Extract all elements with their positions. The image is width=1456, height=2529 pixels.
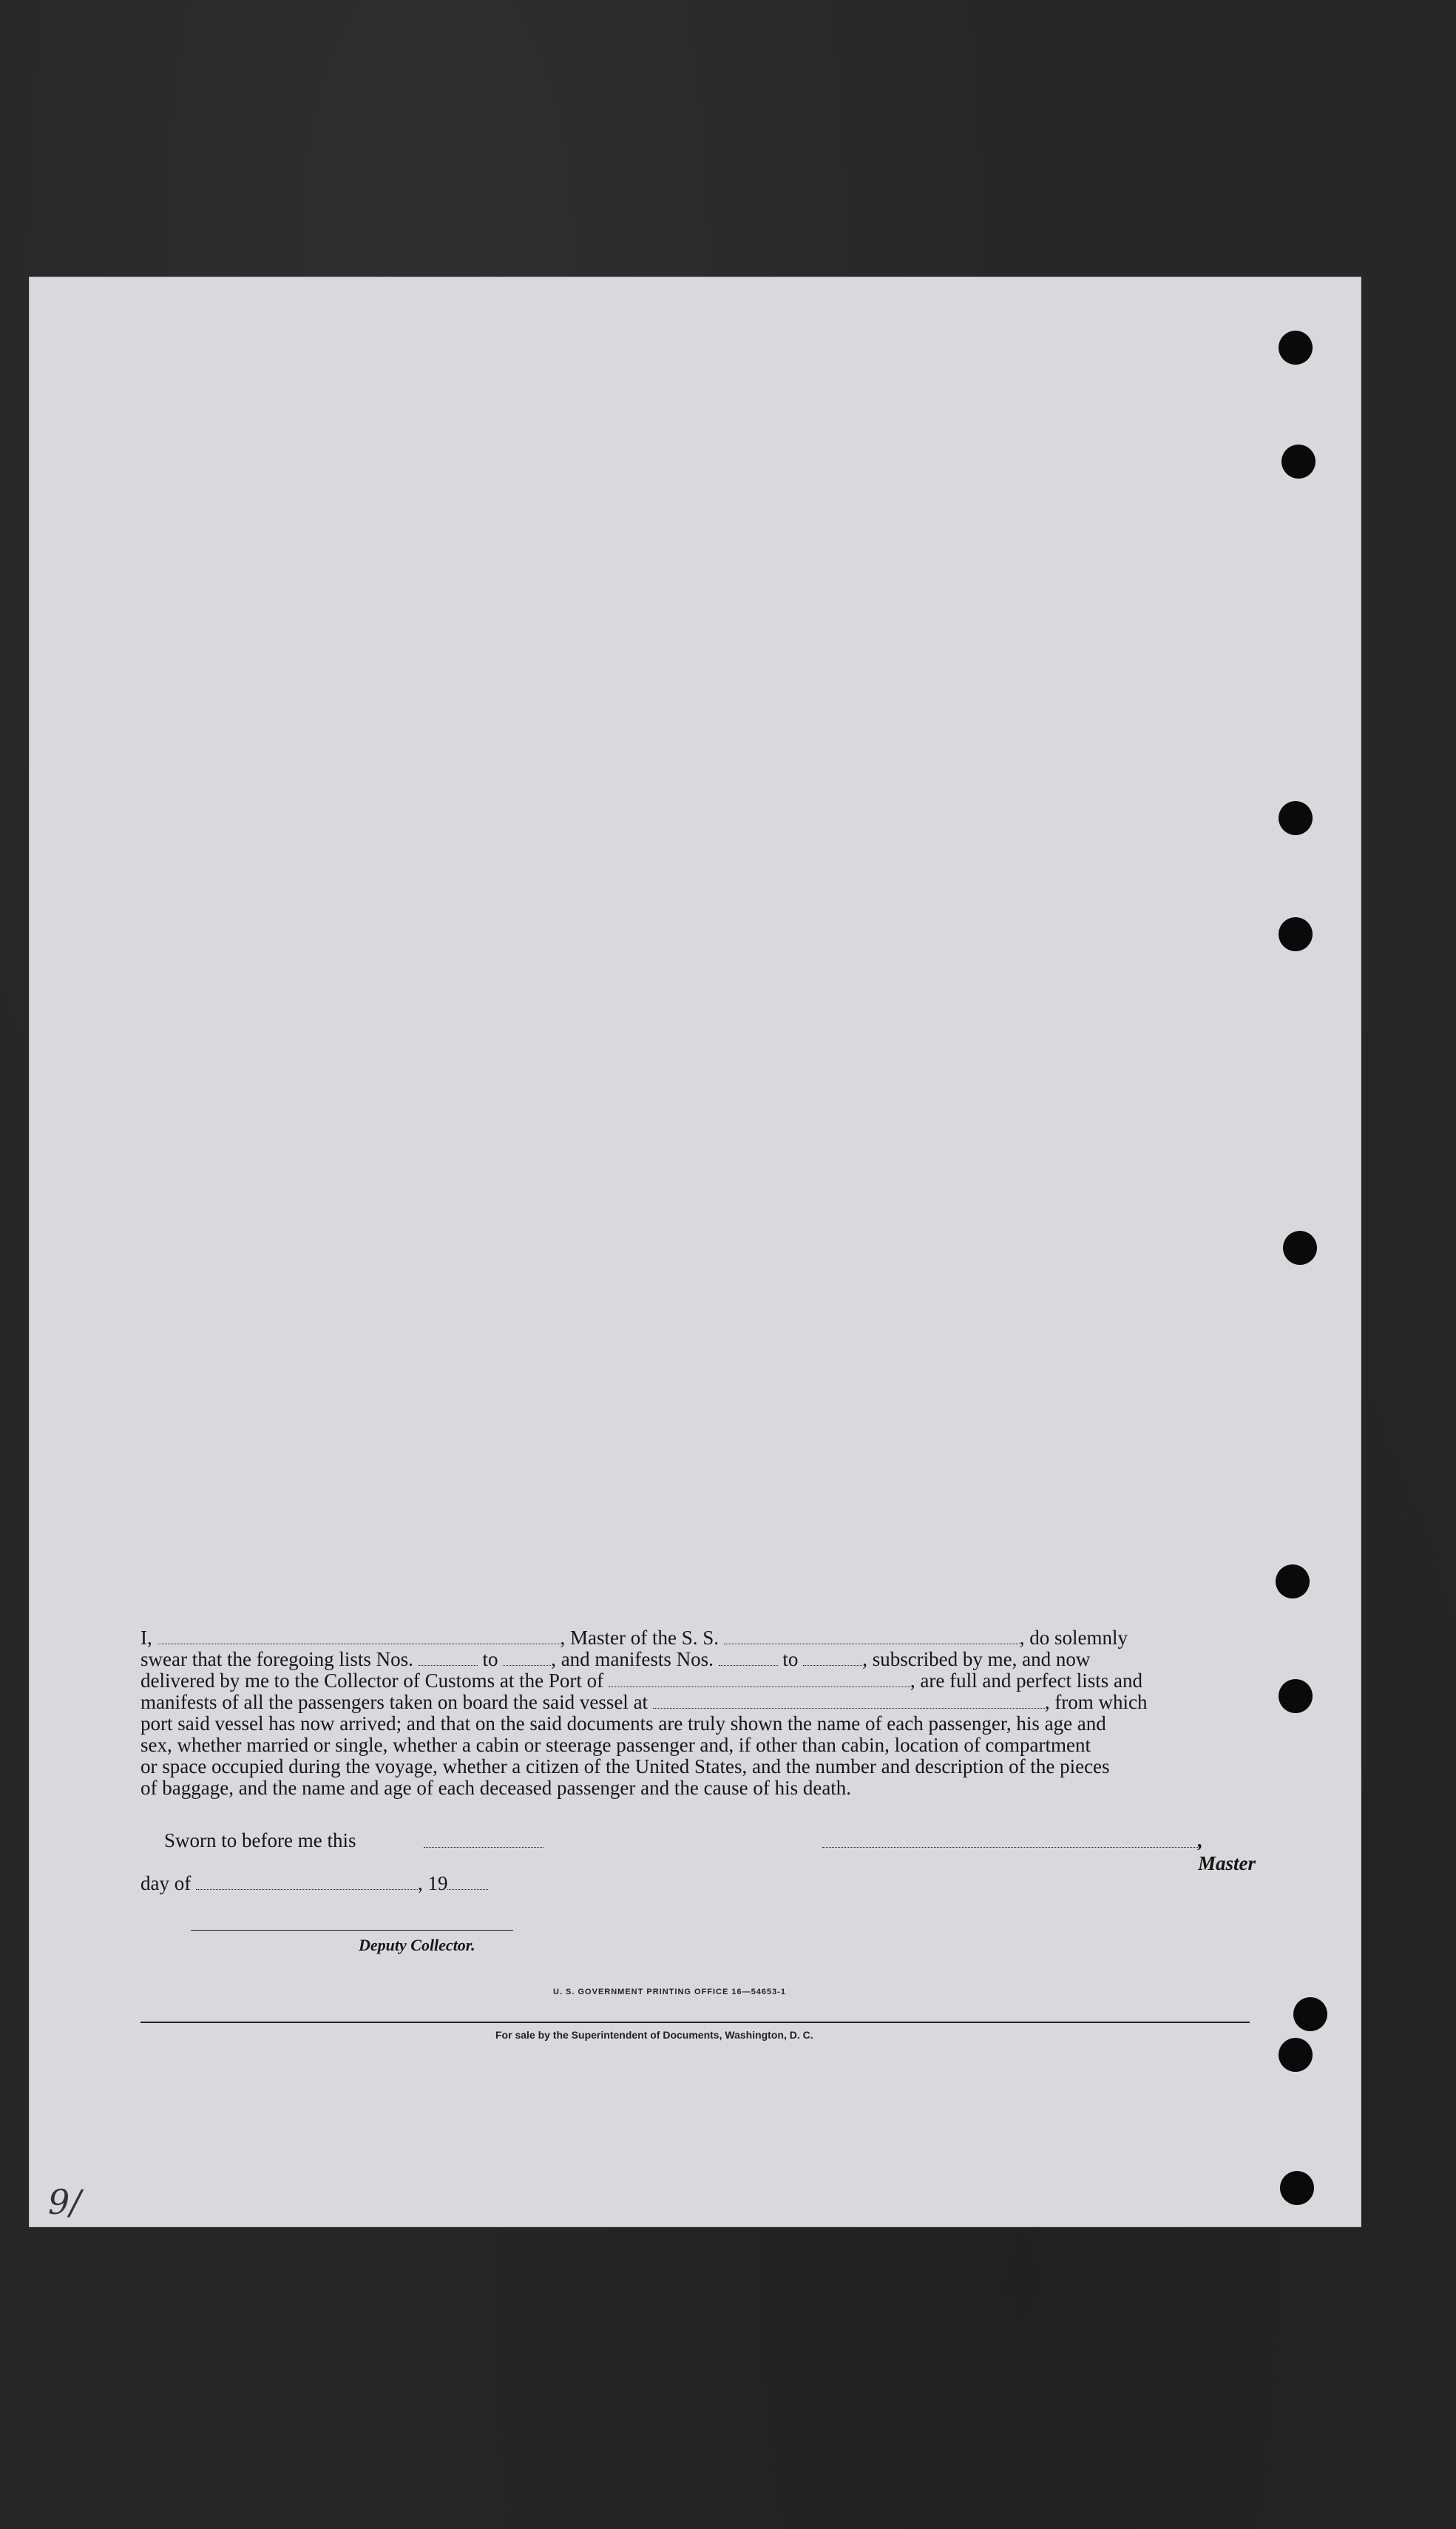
oath-paragraph [140,1627,1250,1799]
oath-lists-nos: swear that the foregoing lists Nos. [140,1648,413,1670]
footer-rule [140,2022,1250,2023]
oath-line-2 [140,1649,1250,1670]
handwritten-margin-mark: 9/ [48,2182,81,2222]
oath-taken-on-board: manifests of all the passengers taken on board the said vessel at [140,1691,649,1713]
oath-line-6: sex, whether married or single, whether a cabin or steerage passenger and, if other than cabin, location of compartment [140,1734,1091,1756]
oath-line-7: or space occupied during the voyage, whether a citizen of the United States, and the number and description of the pieces [140,1755,1110,1777]
sworn-day-blank [424,1831,544,1848]
deputy-collector-label: Deputy Collector. [359,1936,475,1954]
oath-master-of: , Master of the S. S. [560,1627,719,1649]
oath-line-4 [140,1692,1250,1713]
oath-line-1 [140,1627,1250,1649]
list-from-blank [419,1649,478,1666]
list-to-blank [503,1649,551,1666]
oath-to-1: to [482,1648,498,1670]
oath-from-which: , from which [1044,1691,1148,1713]
sworn-label: Sworn to before me this [164,1829,356,1851]
oath-subscribed: , subscribed by me, and now [862,1648,1091,1670]
oath-collector: delivered by me to the Collector of Customs at the Port of [140,1669,604,1692]
year-blank [447,1873,488,1890]
oath-do-solemnly: , do solemnly [1019,1627,1128,1649]
oath-line-3 [140,1670,1250,1692]
punch-hole [1279,801,1313,835]
manifest-to-blank [803,1649,862,1666]
manifest-page [30,277,1361,2226]
year-prefix: , 19 [417,1872,448,1894]
oath-manifests-nos: , and manifests Nos. [551,1648,714,1670]
departure-port-blank [653,1692,1045,1709]
port-blank [609,1670,910,1687]
master-name-blank [158,1627,561,1644]
oath-line-8: of baggage, and the name and age of each deceased passenger and the cause of his death. [140,1777,852,1799]
deputy-signature-line [191,1930,513,1931]
punch-hole [1279,331,1313,365]
oath-full-perfect: , are full and perfect lists and [910,1669,1143,1692]
punch-hole [1279,1679,1313,1713]
punch-hole [1283,1231,1317,1265]
punch-hole [1293,1997,1327,2031]
oath-to-2: to [782,1648,799,1670]
manifest-from-blank [719,1649,778,1666]
printing-office-imprint: U. S. GOVERNMENT PRINTING OFFICE 16—54653-1 [553,1988,787,1996]
master-label: , Master [1198,1829,1256,1874]
ship-name-blank [724,1627,1020,1644]
punch-hole [1279,2038,1313,2072]
punch-hole [1281,445,1316,479]
oath-line-5: port said vessel has now arrived; and that on the said documents are truly shown the name of each passenger, his age and [140,1712,1106,1735]
master-signature-blank [822,1831,1199,1848]
oath-i: I, [140,1627,152,1649]
day-of-label: day of [140,1872,192,1894]
sale-note: For sale by the Superintendent of Documents, Washington, D. C. [495,2029,813,2041]
punch-hole [1276,1564,1310,1598]
punch-hole [1280,2171,1314,2205]
punch-hole [1279,917,1313,951]
month-blank [196,1873,418,1890]
sworn-line [140,1829,1256,1874]
day-line [140,1872,488,1897]
